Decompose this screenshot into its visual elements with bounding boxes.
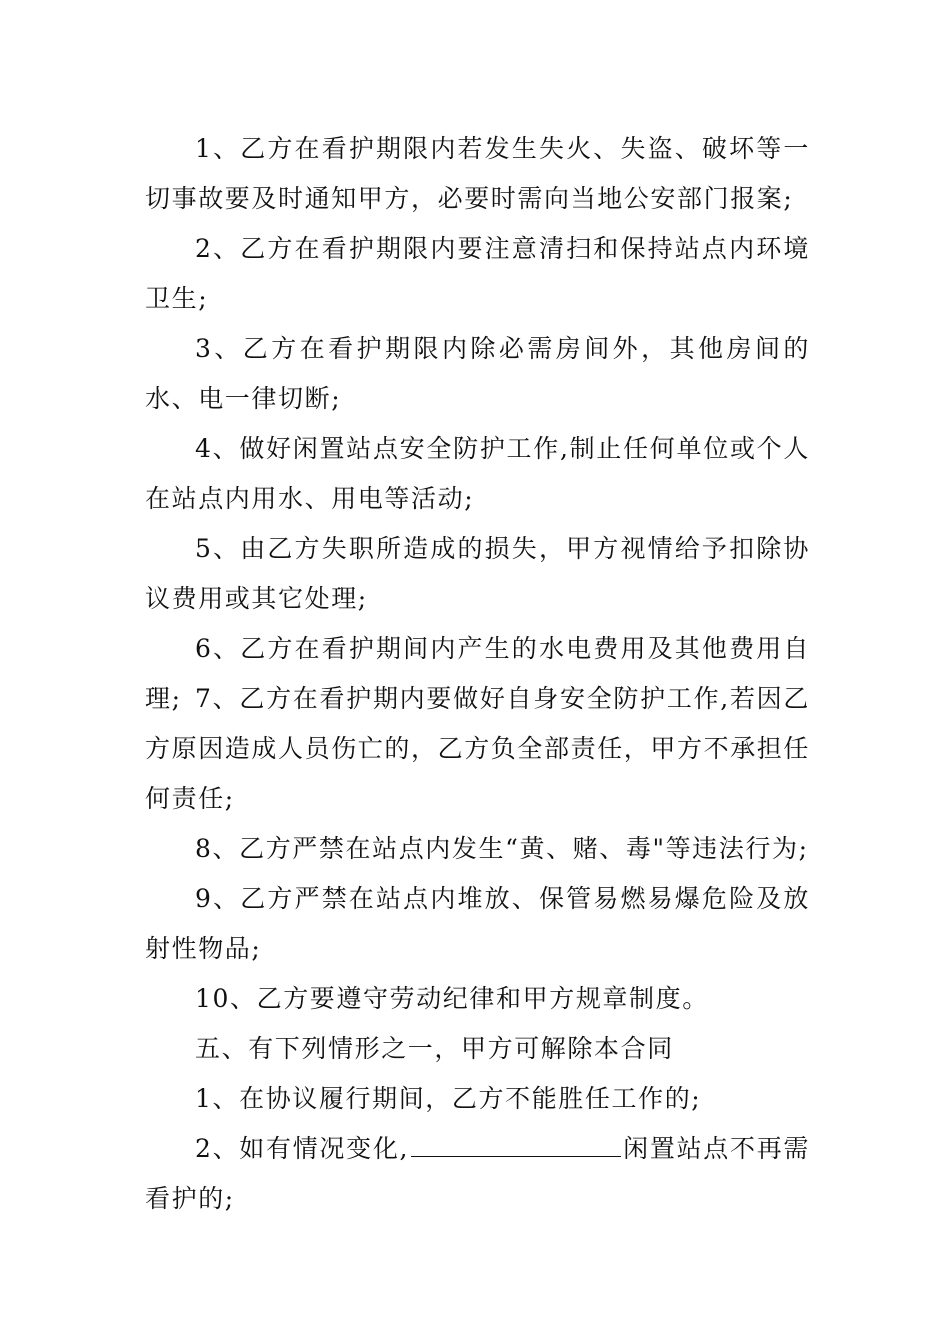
item-2-text-after-blank: 闲置站点不再需看护的;	[145, 1134, 810, 1213]
clause-8: 8、乙方严禁在站点内发生“黄、赌、毒"等违法行为;	[195, 834, 809, 863]
clause-4: 4、做好闲置站点安全防护工作,制止任何单位或个人在站点内用水、用电等活动;	[145, 434, 810, 513]
clause-3: 3、乙方在看护期限内除必需房间外，其他房间的水、电一律切断;	[145, 334, 810, 413]
clause-1: 1、乙方在看护期限内若发生失火、失盗、破坏等一切事故要及时通知甲方，必要时需向当地公安部门报案;	[145, 134, 810, 213]
item-2-text-before-blank: 2、如有情况变化,	[195, 1134, 410, 1163]
clause-10: 10、乙方要遵守劳动纪律和甲方规章制度。	[195, 984, 709, 1013]
section-five-heading: 五、有下列情形之一，甲方可解除本合同	[195, 1034, 674, 1063]
section-five-item-1: 1、在协议履行期间，乙方不能胜任工作的;	[195, 1084, 702, 1113]
fill-in-blank-line	[411, 1132, 621, 1157]
clause-9: 9、乙方严禁在站点内堆放、保管易燃易爆危险及放射性物品;	[145, 884, 810, 963]
clause-6: 6、乙方在看护期间内产生的水电费用及其他费用自理;	[145, 634, 810, 713]
clause-5: 5、由乙方失职所造成的损失，甲方视情给予扣除协议费用或其它处理;	[145, 534, 810, 613]
section-five-item-2	[145, 1124, 810, 1224]
clause-2: 2、乙方在看护期限内要注意清扫和保持站点内环境卫生;	[145, 234, 810, 313]
clause-7: 7、乙方在看护期内要做好自身安全防护工作,若因乙方原因造成人员伤亡的，乙方负全部责任，甲方不承担任何责任;	[145, 684, 811, 813]
